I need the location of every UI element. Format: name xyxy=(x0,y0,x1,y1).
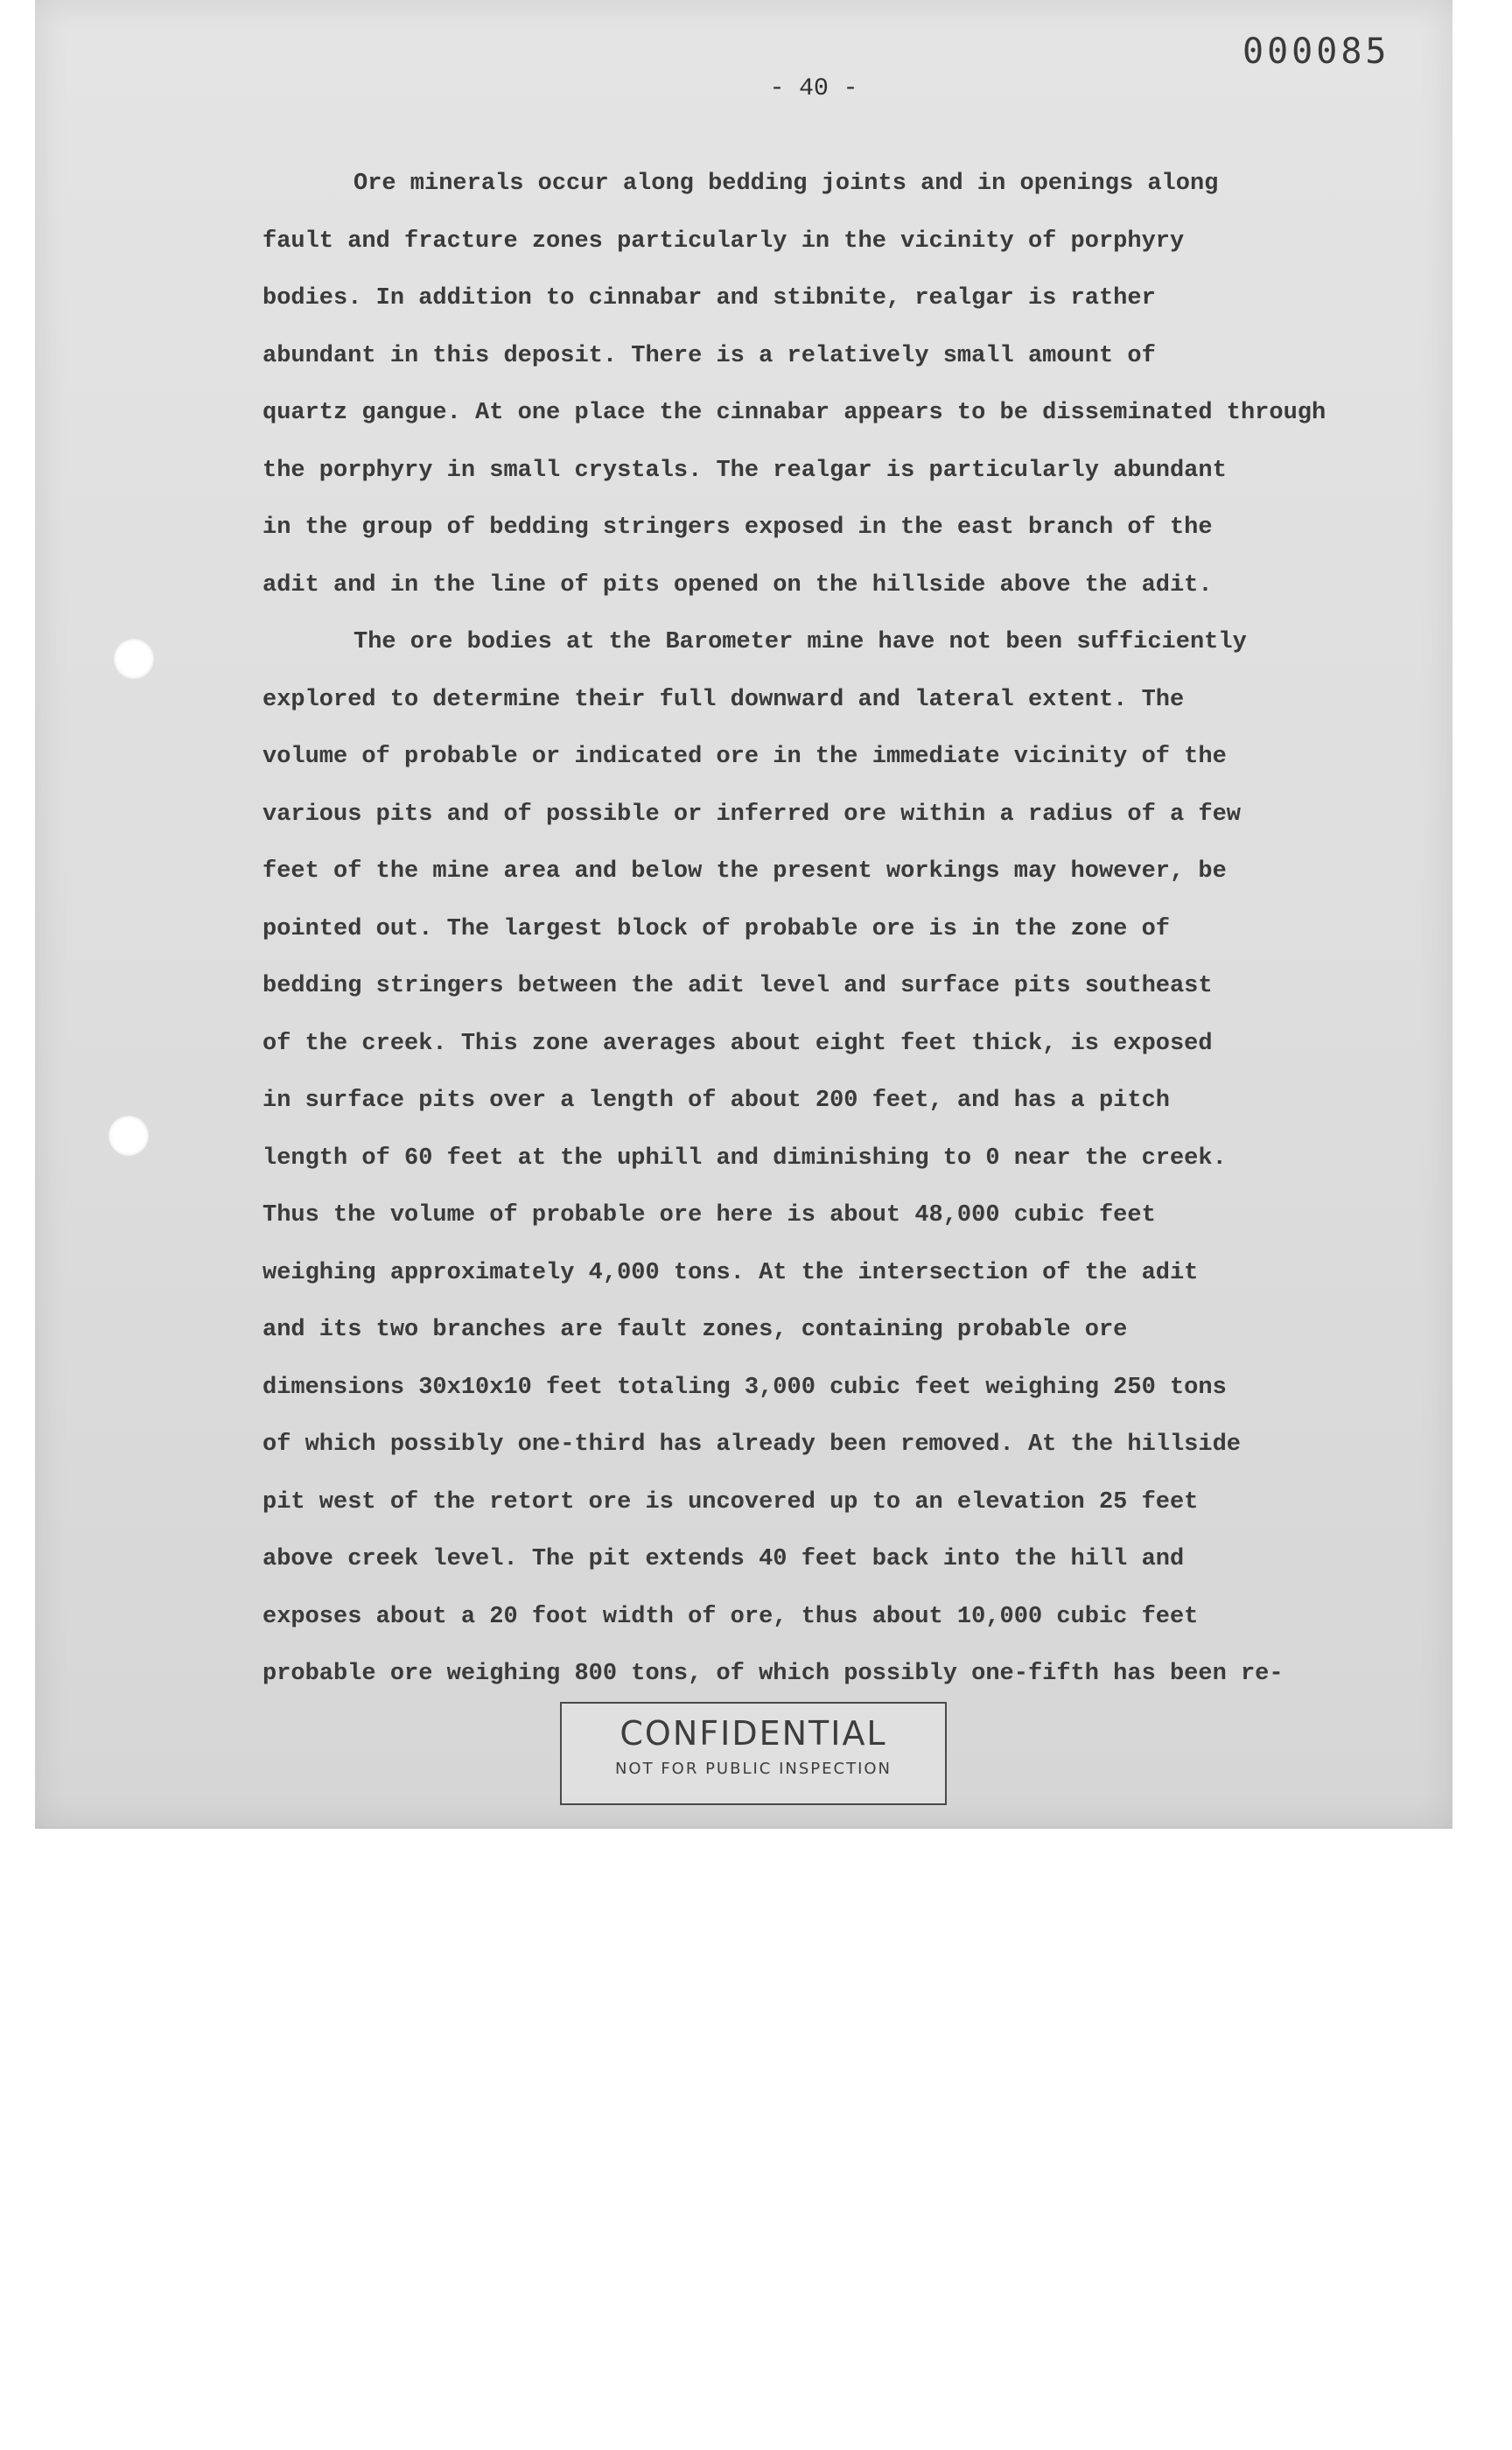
punch-hole-upper xyxy=(114,639,154,679)
body-text xyxy=(262,156,1382,1704)
text-line: and its two branches are fault zones, containing probable ore xyxy=(262,1317,1128,1343)
text-line: in surface pits over a length of about 200 feet, and has a pitch xyxy=(262,1088,1170,1114)
text-line: in the group of bedding stringers exposed in the east branch of the xyxy=(262,514,1213,541)
text-line: pointed out. The largest block of probable ore is in the zone of xyxy=(262,915,1170,942)
text-line: bedding stringers between the adit level and surface pits southeast xyxy=(262,973,1213,999)
text-line: the porphyry in small crystals. The realgar is particularly abundant xyxy=(262,457,1227,484)
text-line: adit and in the line of pits opened on the hillside above the adit. xyxy=(262,571,1213,598)
text-line: dimensions 30x10x10 feet totaling 3,000 cubic feet weighing 250 tons xyxy=(262,1374,1227,1401)
punch-hole-lower xyxy=(108,1116,149,1156)
text-line: volume of probable or indicated ore in the immediate vicinity of the xyxy=(262,744,1227,770)
text-line: explored to determine their full downward and lateral extent. The xyxy=(262,686,1185,713)
text-line: feet of the mine area and below the present workings may however, be xyxy=(262,858,1227,885)
text-line: quartz gangue. At one place the cinnabar appears to be disseminated through xyxy=(262,400,1326,426)
text-line: fault and fracture zones particularly in the vicinity of porphyry xyxy=(262,228,1185,255)
text-line: of which possibly one-third has already been removed. At the hillside xyxy=(262,1432,1241,1458)
text-line: probable ore weighing 800 tons, of which possibly one-fifth has been re- xyxy=(262,1661,1284,1687)
text-line: The ore bodies at the Barometer mine have not been sufficiently xyxy=(354,629,1247,655)
text-line: weighing approximately 4,000 tons. At the intersection of the adit xyxy=(262,1259,1199,1286)
text-line: Thus the volume of probable ore here is about 48,000 cubic feet xyxy=(262,1202,1156,1228)
text-line: above creek level. The pit extends 40 feet back into the hill and xyxy=(262,1546,1185,1572)
stamp-subtitle: NOT FOR PUBLIC INSPECTION xyxy=(614,1760,892,1778)
text-line: various pits and of possible or inferred ore within a radius of a few xyxy=(262,801,1241,828)
confidential-stamp xyxy=(560,1702,947,1805)
text-line: bodies. In addition to cinnabar and stibnite, realgar is rather xyxy=(262,285,1156,312)
stamp-title: CONFIDENTIAL xyxy=(620,1714,887,1753)
text-line: abundant in this deposit. There is a relatively small amount of xyxy=(262,342,1156,369)
text-line: Ore minerals occur along bedding joints and in openings along xyxy=(354,171,1219,197)
text-line: length of 60 feet at the uphill and diminishing to 0 near the creek. xyxy=(262,1144,1227,1172)
text-line: of the creek. This zone averages about eight feet thick, is exposed xyxy=(262,1030,1213,1057)
text-line: exposes about a 20 foot width of ore, thus about 10,000 cubic feet xyxy=(262,1603,1199,1630)
text-line: pit west of the retort ore is uncovered up to an elevation 25 feet xyxy=(262,1488,1199,1516)
document-number: 000085 xyxy=(1242,32,1390,72)
page-number: - 40 - xyxy=(769,75,858,102)
